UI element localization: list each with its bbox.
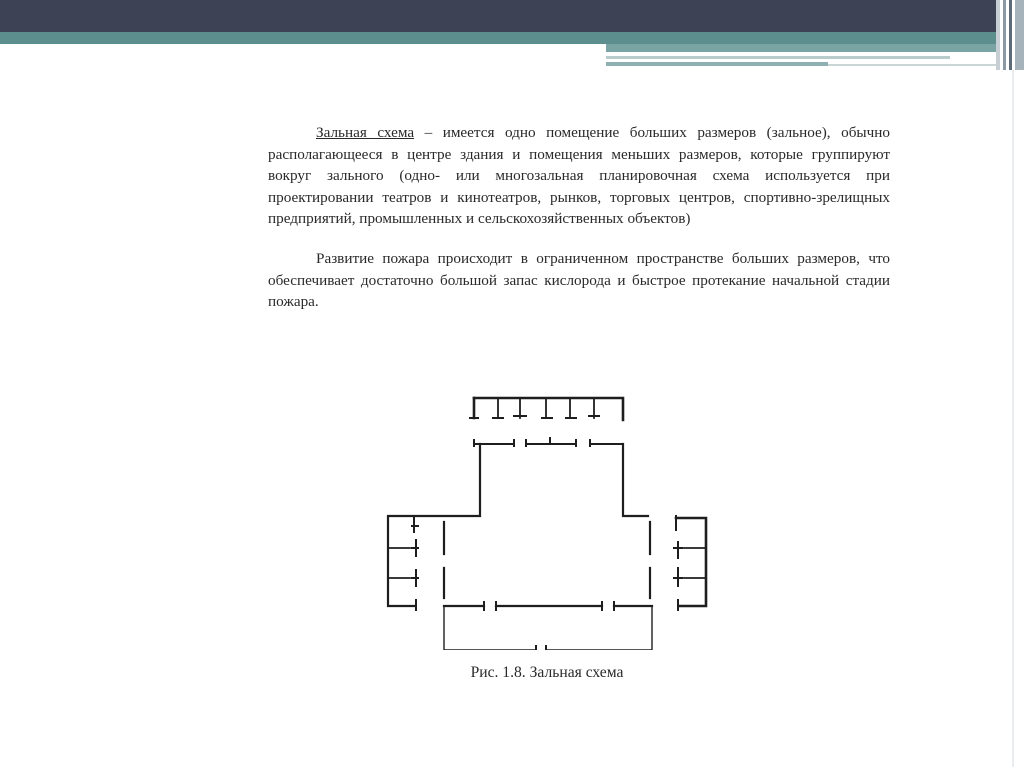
paragraph-fire-development: Развитие пожара происходит в ограниченном пространстве больших размеров, что обеспечивает достаточно большой запас кислорода и быстрое протекание начальной стадии пожара. bbox=[268, 249, 890, 311]
lobby-wall bbox=[444, 606, 652, 650]
header-decor-stripe bbox=[606, 44, 996, 52]
outer-wall bbox=[676, 518, 706, 606]
partition-wall bbox=[684, 548, 706, 578]
slide-edge-line bbox=[1012, 70, 1014, 767]
header-decor-stripe bbox=[606, 62, 828, 66]
door-tick bbox=[674, 516, 682, 610]
slide-header-dark-bar bbox=[0, 0, 1024, 32]
hall-scheme-floor-plan bbox=[380, 388, 714, 650]
outer-wall bbox=[388, 444, 480, 606]
header-decor-stripe bbox=[606, 56, 950, 59]
door-tick bbox=[412, 516, 418, 610]
figure-caption: Рис. 1.8. Зальная схема bbox=[470, 664, 624, 681]
partition-wall bbox=[498, 398, 594, 418]
definition-term: Зальная схема bbox=[316, 124, 415, 141]
definition-body: – имеется одно помещение больших размеров (зальное), обычно располагающееся в центре здания и помещения меньших размеров, которые группируют вокруг зального (одно- или многозальная планировочная схема используется при проектировании театров и кинотеатров, рынков, торговых центров, спортивно-зрелищных предприятий, промышленных и сельскохозяйственных объектов) bbox=[268, 124, 890, 228]
outer-wall bbox=[474, 398, 623, 420]
door-tick bbox=[536, 646, 546, 650]
outer-wall bbox=[623, 444, 648, 516]
header-decor-stripe bbox=[828, 64, 998, 66]
slide-edge-decoration bbox=[996, 0, 1024, 70]
slide-header-teal-bar bbox=[0, 32, 1000, 44]
partition-wall bbox=[388, 548, 410, 578]
door-tick bbox=[470, 416, 599, 418]
document-text bbox=[268, 122, 890, 313]
paragraph-definition bbox=[268, 122, 890, 230]
